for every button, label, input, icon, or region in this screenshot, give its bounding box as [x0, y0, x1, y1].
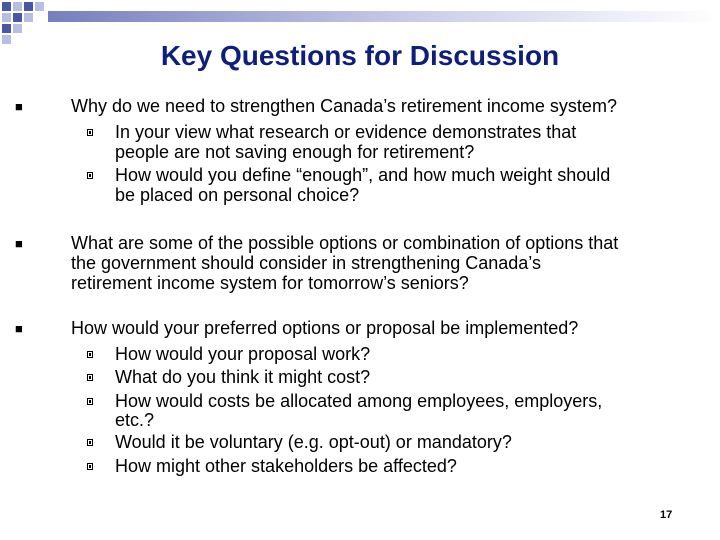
corner-square	[35, 2, 44, 11]
question-text: the government should consider in strengthening Canada’s	[71, 253, 541, 273]
square-bullet-icon: ■	[15, 236, 23, 251]
sub-question-text: etc.?	[115, 410, 155, 430]
sub-bullet-icon	[87, 172, 93, 179]
sub-question-text: What do you think it might cost?	[115, 367, 371, 387]
question-text: What are some of the possible options or combination of options that	[71, 233, 619, 253]
sub-bullet-icon	[87, 398, 93, 405]
square-bullet-icon: ■	[15, 99, 23, 114]
question-text: retirement income system for tomorrow’s seniors?	[71, 273, 469, 293]
corner-square	[2, 2, 11, 11]
sub-question-text: How would your proposal work?	[115, 344, 371, 364]
question-text: How would your preferred options or proposal be implemented?	[71, 318, 579, 338]
sub-question-text: Would it be voluntary (e.g. opt-out) or mandatory?	[115, 432, 512, 452]
corner-square	[13, 2, 22, 11]
corner-square	[13, 24, 22, 33]
slide-title: Key Questions for Discussion	[160, 40, 560, 71]
sub-bullet-icon	[87, 463, 93, 470]
sub-question-text: How would costs be allocated among employees, employers,	[115, 391, 603, 411]
sub-question-text: be placed on personal choice?	[115, 185, 360, 205]
sub-question-text: How might other stakeholders be affected?	[115, 456, 457, 476]
question-text: Why do we need to strengthen Canada’s retirement income system?	[71, 96, 617, 116]
corner-square	[2, 13, 11, 22]
corner-square	[2, 24, 11, 33]
sub-question-text: people are not saving enough for retirement?	[115, 142, 475, 162]
page-number: 17	[660, 509, 673, 521]
sub-question-text: In your view what research or evidence demonstrates that	[115, 122, 577, 142]
square-bullet-icon: ■	[15, 321, 23, 336]
sub-bullet-icon	[87, 351, 93, 358]
corner-square	[13, 13, 22, 22]
corner-decoration	[0, 0, 720, 40]
sub-bullet-icon	[87, 374, 93, 381]
sub-question-text: How would you define “enough”, and how much weight should	[115, 165, 611, 185]
header-bar	[48, 11, 720, 22]
sub-bullet-icon	[87, 439, 93, 446]
corner-square	[24, 13, 33, 22]
sub-bullet-icon	[87, 129, 93, 136]
corner-square	[24, 2, 33, 11]
